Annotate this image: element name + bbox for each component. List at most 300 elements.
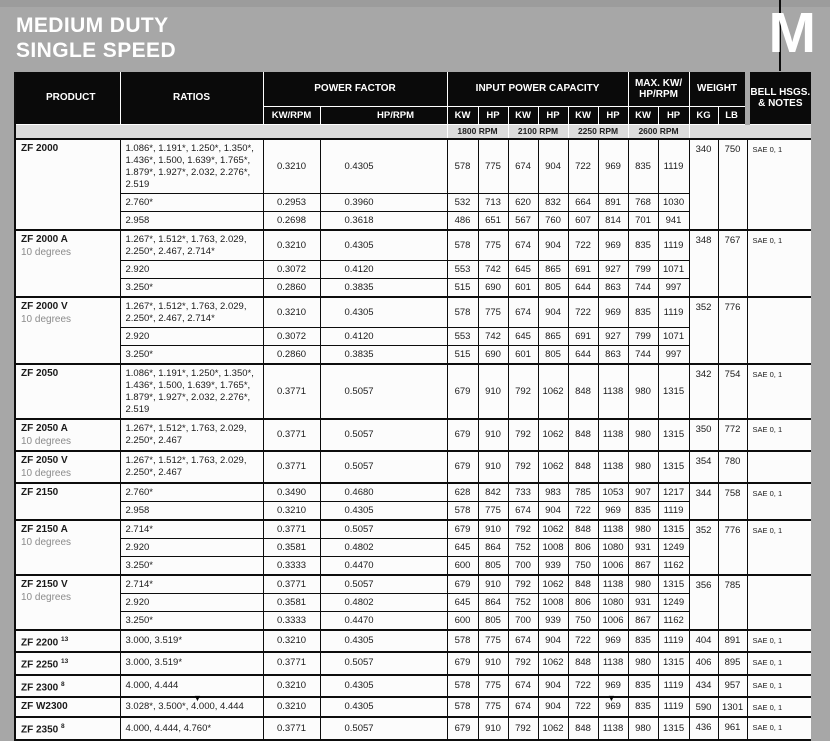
- kw-2100-cell: 674: [508, 697, 538, 718]
- bell-housing-note-cell: SAE 0, 1: [747, 230, 811, 297]
- hp-1800-cell: 805: [478, 557, 508, 576]
- ratios-cell: 1.267*, 1.512*, 1.763, 2.029, 2.250*, 2.467, 2.714*: [120, 297, 263, 328]
- kw-2100-cell: 674: [508, 230, 538, 261]
- product-name: [21, 368, 116, 380]
- hp-1800-cell: 864: [478, 539, 508, 557]
- subheader-lb: LB: [718, 106, 747, 124]
- max-kw-cell: 799: [628, 261, 658, 279]
- bell-housing-note-cell: SAE 0, 1: [747, 364, 811, 419]
- hp-2100-cell: 1062: [538, 575, 568, 594]
- max-kw-cell: 768: [628, 194, 658, 212]
- kw-per-rpm-cell: 0.3210: [263, 697, 320, 718]
- product-name: [21, 455, 116, 467]
- hp-2100-cell: 1008: [538, 594, 568, 612]
- max-kw-cell: 907: [628, 483, 658, 502]
- kw-2100-cell: 700: [508, 612, 538, 631]
- kw-1800-cell: 486: [447, 212, 478, 231]
- product-cell: [15, 630, 120, 652]
- table-row: [15, 364, 811, 419]
- subheader-hp-max: HP: [658, 106, 689, 124]
- product-name-text: ZF 2000 A: [21, 234, 68, 245]
- subheader-kw-2250: KW: [568, 106, 598, 124]
- hp-2100-cell: 1008: [538, 539, 568, 557]
- kw-per-rpm-cell: 0.3581: [263, 539, 320, 557]
- kw-2250-cell: 664: [568, 194, 598, 212]
- kw-2100-cell: 674: [508, 675, 538, 697]
- kw-2100-cell: 792: [508, 520, 538, 539]
- max-hp-cell: 1315: [658, 364, 689, 419]
- ratios-cell: 2.958: [120, 212, 263, 231]
- product-name: [21, 579, 116, 591]
- weight-kg-cell: 404: [689, 630, 718, 652]
- weight-lb-cell: 780: [718, 451, 747, 483]
- weight-kg-cell: 352: [689, 520, 718, 575]
- kw-per-rpm-cell: 0.3490: [263, 483, 320, 502]
- max-kw-cell: 980: [628, 520, 658, 539]
- max-kw-cell: 980: [628, 364, 658, 419]
- kw-per-rpm-cell: 0.3210: [263, 502, 320, 521]
- subheader-hp-rpm: HP/RPM: [320, 106, 447, 124]
- product-angle-note: 10 degrees: [21, 314, 72, 325]
- kw-2250-cell: 691: [568, 261, 598, 279]
- subheader-kg: KG: [689, 106, 718, 124]
- product-angle-note: 10 degrees: [21, 468, 72, 479]
- hp-1800-cell: 842: [478, 483, 508, 502]
- product-cell: [15, 652, 120, 674]
- weight-kg-cell: 436: [689, 717, 718, 739]
- rpm-strip-spacer-right: [689, 124, 811, 139]
- product-name-text: ZF 2150 V: [21, 579, 68, 590]
- bell-housing-note-cell: SAE 0, 1: [747, 652, 811, 674]
- hp-1800-cell: 910: [478, 520, 508, 539]
- product-name: [21, 487, 116, 499]
- hp-2100-cell: 904: [538, 502, 568, 521]
- hp-2250-cell: 1053: [598, 483, 628, 502]
- hp-2250-cell: 969: [598, 297, 628, 328]
- product-name: [21, 234, 116, 246]
- kw-2100-cell: 792: [508, 575, 538, 594]
- hp-2100-cell: 1062: [538, 364, 568, 419]
- hp-per-rpm-cell: 0.3835: [320, 346, 447, 365]
- product-name: [21, 721, 116, 736]
- hp-1800-cell: 910: [478, 451, 508, 483]
- hp-2250-cell: 814: [598, 212, 628, 231]
- kw-per-rpm-cell: 0.3333: [263, 557, 320, 576]
- kw-1800-cell: 679: [447, 520, 478, 539]
- kw-per-rpm-cell: 0.2860: [263, 346, 320, 365]
- hp-1800-cell: 713: [478, 194, 508, 212]
- ratios-cell: 2.920: [120, 261, 263, 279]
- kw-1800-cell: 679: [447, 419, 478, 451]
- weight-kg-cell: 350: [689, 419, 718, 451]
- bell-housing-note-cell: SAE 0, 1: [747, 697, 811, 718]
- hp-1800-cell: 742: [478, 261, 508, 279]
- subheader-kw-1800: KW: [447, 106, 478, 124]
- product-name: [21, 679, 116, 694]
- hp-per-rpm-cell: 0.5057: [320, 451, 447, 483]
- table-continues-icon: ▼: [607, 693, 616, 703]
- hp-1800-cell: 775: [478, 139, 508, 194]
- weight-kg-cell: 344: [689, 483, 718, 520]
- col-header-ratios: RATIOS: [120, 72, 263, 124]
- product-footnote-ref: 13: [61, 658, 69, 666]
- hp-2250-cell: 969: [598, 230, 628, 261]
- weight-lb-cell: 758: [718, 483, 747, 520]
- table-row: [15, 717, 811, 739]
- product-angle-note: 10 degrees: [21, 247, 72, 258]
- product-name: [21, 634, 116, 649]
- ratios-cell: 1.086*, 1.191*, 1.250*, 1.350*, 1.436*, 1.500, 1.639*, 1.765*, 1.879*, 1.927*, 2.032, 2.276*, 2.519: [120, 364, 263, 419]
- hp-per-rpm-cell: 0.4305: [320, 297, 447, 328]
- kw-2250-cell: 722: [568, 297, 598, 328]
- product-cell: [15, 717, 120, 739]
- hp-1800-cell: 651: [478, 212, 508, 231]
- hp-2250-cell: 969: [598, 502, 628, 521]
- hp-per-rpm-cell: 0.4802: [320, 594, 447, 612]
- product-name-text: ZF 2250: [21, 659, 59, 671]
- weight-kg-cell: 352: [689, 297, 718, 364]
- hp-per-rpm-cell: 0.3835: [320, 279, 447, 298]
- hp-2250-cell: 1138: [598, 652, 628, 674]
- hp-per-rpm-cell: 0.4680: [320, 483, 447, 502]
- weight-lb-cell: 772: [718, 419, 747, 451]
- table-row: [15, 419, 811, 451]
- hp-per-rpm-cell: 0.4305: [320, 630, 447, 652]
- hp-2250-cell: 927: [598, 328, 628, 346]
- bell-housing-note-cell: [747, 297, 811, 364]
- hp-2100-cell: 904: [538, 139, 568, 194]
- max-kw-cell: 980: [628, 652, 658, 674]
- max-hp-cell: 1315: [658, 652, 689, 674]
- product-name-text: ZF 2350: [21, 724, 59, 736]
- kw-1800-cell: 679: [447, 717, 478, 739]
- max-kw-cell: 835: [628, 675, 658, 697]
- hp-2100-cell: 904: [538, 230, 568, 261]
- kw-2250-cell: 722: [568, 697, 598, 718]
- hp-per-rpm-cell: 0.4802: [320, 539, 447, 557]
- max-hp-cell: 1315: [658, 717, 689, 739]
- kw-per-rpm-cell: 0.3771: [263, 575, 320, 594]
- hp-2250-cell: 891: [598, 194, 628, 212]
- kw-2100-cell: 700: [508, 557, 538, 576]
- weight-kg-cell: 406: [689, 652, 718, 674]
- kw-1800-cell: 679: [447, 575, 478, 594]
- table-continues-icon: ▼: [193, 693, 202, 703]
- max-hp-cell: 997: [658, 279, 689, 298]
- max-hp-cell: 1217: [658, 483, 689, 502]
- table-row: [15, 675, 811, 697]
- kw-1800-cell: 679: [447, 451, 478, 483]
- hp-1800-cell: 690: [478, 279, 508, 298]
- max-hp-cell: 1119: [658, 675, 689, 697]
- kw-2250-cell: 722: [568, 230, 598, 261]
- max-kw-cell: 980: [628, 419, 658, 451]
- kw-1800-cell: 600: [447, 557, 478, 576]
- kw-per-rpm-cell: 0.3771: [263, 717, 320, 739]
- kw-1800-cell: 578: [447, 230, 478, 261]
- kw-2100-cell: 752: [508, 539, 538, 557]
- hp-per-rpm-cell: 0.4470: [320, 557, 447, 576]
- max-kw-cell: 744: [628, 279, 658, 298]
- product-name: [21, 701, 116, 713]
- kw-per-rpm-cell: 0.3072: [263, 261, 320, 279]
- weight-kg-cell: 342: [689, 364, 718, 419]
- subheader-kw-max: KW: [628, 106, 658, 124]
- product-angle-note: 10 degrees: [21, 592, 72, 603]
- hp-2250-cell: 1080: [598, 594, 628, 612]
- kw-per-rpm-cell: 0.3771: [263, 652, 320, 674]
- kw-2100-cell: 792: [508, 652, 538, 674]
- hp-1800-cell: 805: [478, 612, 508, 631]
- max-kw-cell: 799: [628, 328, 658, 346]
- hp-2250-cell: 1138: [598, 419, 628, 451]
- header-row-1: [15, 72, 811, 106]
- max-kw-cell: 744: [628, 346, 658, 365]
- col-header-max-kw-hp: [628, 72, 689, 106]
- col-header-product: PRODUCT: [15, 72, 120, 124]
- max-kw-cell: 835: [628, 230, 658, 261]
- page-top-strip: [0, 0, 830, 7]
- hp-per-rpm-cell: 0.4305: [320, 675, 447, 697]
- kw-per-rpm-cell: 0.3210: [263, 230, 320, 261]
- hp-2100-cell: 1062: [538, 717, 568, 739]
- table-row: [15, 652, 811, 674]
- hp-per-rpm-cell: 0.5057: [320, 419, 447, 451]
- rpm-label-row: [15, 124, 811, 139]
- bell-housing-note-cell: SAE 0, 1: [747, 630, 811, 652]
- hp-2100-cell: 865: [538, 261, 568, 279]
- ratios-cell: 2.958: [120, 502, 263, 521]
- hp-2250-cell: 969: [598, 675, 628, 697]
- hp-2100-cell: 1062: [538, 451, 568, 483]
- product-name: [21, 656, 116, 671]
- hp-2250-cell: 969: [598, 630, 628, 652]
- product-name: [21, 423, 116, 435]
- subheader-kw-2100: KW: [508, 106, 538, 124]
- kw-per-rpm-cell: 0.3333: [263, 612, 320, 631]
- kw-2100-cell: 645: [508, 328, 538, 346]
- hp-per-rpm-cell: 0.5057: [320, 717, 447, 739]
- ratios-cell: 2.920: [120, 328, 263, 346]
- kw-per-rpm-cell: 0.3771: [263, 419, 320, 451]
- ratios-cell: 3.250*: [120, 557, 263, 576]
- product-name-text: ZF 2050: [21, 368, 59, 379]
- hp-per-rpm-cell: 0.5057: [320, 575, 447, 594]
- hp-per-rpm-cell: 0.4305: [320, 697, 447, 718]
- kw-1800-cell: 578: [447, 630, 478, 652]
- hp-1800-cell: 910: [478, 419, 508, 451]
- ratios-cell: 3.000, 3.519*: [120, 630, 263, 652]
- weight-lb-cell: 776: [718, 520, 747, 575]
- max-kw-cell: 867: [628, 557, 658, 576]
- hp-per-rpm-cell: 0.4120: [320, 328, 447, 346]
- kw-2100-cell: 752: [508, 594, 538, 612]
- product-name: [21, 301, 116, 313]
- kw-1800-cell: 578: [447, 297, 478, 328]
- bell-housing-note-cell: SAE 0, 1: [747, 483, 811, 520]
- kw-2100-cell: 674: [508, 502, 538, 521]
- subheader-kw-rpm: KW/RPM: [263, 106, 320, 124]
- ratios-cell: 2.920: [120, 539, 263, 557]
- kw-1800-cell: 679: [447, 652, 478, 674]
- kw-2250-cell: 644: [568, 346, 598, 365]
- hp-1800-cell: 775: [478, 697, 508, 718]
- hp-2100-cell: 904: [538, 630, 568, 652]
- hp-2100-cell: 904: [538, 297, 568, 328]
- kw-2100-cell: 620: [508, 194, 538, 212]
- max-hp-cell: 1119: [658, 697, 689, 718]
- page-title-line2: SINGLE SPEED: [16, 39, 177, 62]
- kw-2250-cell: 848: [568, 451, 598, 483]
- max-kw-cell: 835: [628, 502, 658, 521]
- table-row: [15, 451, 811, 483]
- ratios-cell: 2.760*: [120, 483, 263, 502]
- kw-1800-cell: 578: [447, 139, 478, 194]
- table-row: [15, 575, 811, 594]
- max-hp-cell: 1119: [658, 630, 689, 652]
- max-hp-cell: 1249: [658, 539, 689, 557]
- weight-lb-cell: 767: [718, 230, 747, 297]
- spec-table-body: [15, 139, 811, 740]
- ratios-cell: 4.000, 4.444: [120, 675, 263, 697]
- max-hp-cell: 1071: [658, 328, 689, 346]
- product-name: [21, 143, 116, 155]
- max-hp-cell: 1315: [658, 575, 689, 594]
- max-hp-cell: 1162: [658, 557, 689, 576]
- kw-2250-cell: 806: [568, 594, 598, 612]
- product-cell: [15, 419, 120, 451]
- hp-2250-cell: 1138: [598, 451, 628, 483]
- max-hp-cell: 1071: [658, 261, 689, 279]
- kw-2250-cell: 848: [568, 652, 598, 674]
- product-name-text: ZF 2050 A: [21, 423, 68, 434]
- hp-per-rpm-cell: 0.4470: [320, 612, 447, 631]
- product-name-text: ZF 2300: [21, 681, 59, 693]
- bell-housing-note-cell: SAE 0, 1: [747, 419, 811, 451]
- weight-lb-cell: 891: [718, 630, 747, 652]
- kw-2100-cell: 601: [508, 346, 538, 365]
- hp-2250-cell: 1006: [598, 557, 628, 576]
- max-kw-cell: 867: [628, 612, 658, 631]
- hp-per-rpm-cell: 0.4305: [320, 139, 447, 194]
- product-cell: [15, 520, 120, 575]
- hp-1800-cell: 910: [478, 717, 508, 739]
- kw-2250-cell: 691: [568, 328, 598, 346]
- ratios-cell: 1.267*, 1.512*, 1.763, 2.029, 2.250*, 2.467: [120, 451, 263, 483]
- hp-2250-cell: 1138: [598, 364, 628, 419]
- ratios-cell: 2.714*: [120, 575, 263, 594]
- weight-kg-cell: 434: [689, 675, 718, 697]
- product-cell: [15, 139, 120, 230]
- hp-1800-cell: 775: [478, 502, 508, 521]
- product-name-text: ZF 2050 V: [21, 455, 68, 466]
- kw-2250-cell: 848: [568, 520, 598, 539]
- hp-2100-cell: 805: [538, 346, 568, 365]
- hp-2250-cell: 1138: [598, 717, 628, 739]
- kw-per-rpm-cell: 0.3210: [263, 630, 320, 652]
- kw-2100-cell: 792: [508, 451, 538, 483]
- kw-2100-cell: 792: [508, 364, 538, 419]
- kw-per-rpm-cell: 0.3210: [263, 675, 320, 697]
- kw-2250-cell: 722: [568, 502, 598, 521]
- page-title-line1: MEDIUM DUTY: [16, 14, 169, 37]
- hp-2100-cell: 865: [538, 328, 568, 346]
- hp-2100-cell: 939: [538, 557, 568, 576]
- weight-lb-cell: 785: [718, 575, 747, 630]
- max-header-line2: HP/RPM: [639, 88, 678, 100]
- ratios-cell: 1.267*, 1.512*, 1.763, 2.029, 2.250*, 2.467: [120, 419, 263, 451]
- subheader-hp-1800: HP: [478, 106, 508, 124]
- kw-2100-cell: 674: [508, 630, 538, 652]
- ratios-cell: 2.714*: [120, 520, 263, 539]
- hp-1800-cell: 910: [478, 652, 508, 674]
- product-name: [21, 524, 116, 536]
- kw-per-rpm-cell: 0.3771: [263, 520, 320, 539]
- rpm-label-2250: 2250 RPM: [568, 124, 628, 139]
- kw-2100-cell: 567: [508, 212, 538, 231]
- product-name-text: ZF W2300: [21, 700, 68, 712]
- kw-1800-cell: 645: [447, 594, 478, 612]
- max-hp-cell: 1249: [658, 594, 689, 612]
- kw-1800-cell: 645: [447, 539, 478, 557]
- kw-2250-cell: 722: [568, 675, 598, 697]
- weight-kg-cell: 340: [689, 139, 718, 230]
- kw-per-rpm-cell: 0.2953: [263, 194, 320, 212]
- product-cell: [15, 483, 120, 520]
- max-kw-cell: 980: [628, 451, 658, 483]
- kw-2100-cell: 792: [508, 419, 538, 451]
- kw-1800-cell: 600: [447, 612, 478, 631]
- max-hp-cell: 1119: [658, 139, 689, 194]
- hp-1800-cell: 864: [478, 594, 508, 612]
- kw-2250-cell: 848: [568, 575, 598, 594]
- kw-2100-cell: 733: [508, 483, 538, 502]
- max-hp-cell: 1119: [658, 297, 689, 328]
- kw-2250-cell: 750: [568, 557, 598, 576]
- kw-2250-cell: 644: [568, 279, 598, 298]
- hp-2100-cell: 1062: [538, 419, 568, 451]
- kw-2250-cell: 607: [568, 212, 598, 231]
- ratios-cell: 4.000, 4.444, 4.760*: [120, 717, 263, 739]
- max-hp-cell: 1030: [658, 194, 689, 212]
- product-cell: [15, 451, 120, 483]
- hp-2250-cell: 1006: [598, 612, 628, 631]
- section-index-letter: M: [768, 1, 816, 65]
- product-name-text: ZF 2200: [21, 637, 59, 649]
- ratios-cell: 3.250*: [120, 612, 263, 631]
- hp-per-rpm-cell: 0.4305: [320, 230, 447, 261]
- kw-1800-cell: 553: [447, 261, 478, 279]
- product-name-text: ZF 2000: [21, 143, 59, 154]
- kw-per-rpm-cell: 0.2860: [263, 279, 320, 298]
- product-cell: [15, 697, 120, 718]
- max-hp-cell: 997: [658, 346, 689, 365]
- max-kw-cell: 980: [628, 575, 658, 594]
- kw-2250-cell: 848: [568, 419, 598, 451]
- product-cell: [15, 230, 120, 297]
- kw-2100-cell: 601: [508, 279, 538, 298]
- max-kw-cell: 835: [628, 297, 658, 328]
- hp-1800-cell: 690: [478, 346, 508, 365]
- page-title: [16, 13, 176, 63]
- kw-1800-cell: 628: [447, 483, 478, 502]
- ratios-cell: 3.028*, 3.500*, 4.000, 4.444: [120, 697, 263, 718]
- kw-per-rpm-cell: 0.3771: [263, 364, 320, 419]
- kw-2250-cell: 722: [568, 630, 598, 652]
- bell-header-line2: & NOTES: [758, 97, 803, 109]
- hp-2250-cell: 863: [598, 346, 628, 365]
- ratios-cell: 2.760*: [120, 194, 263, 212]
